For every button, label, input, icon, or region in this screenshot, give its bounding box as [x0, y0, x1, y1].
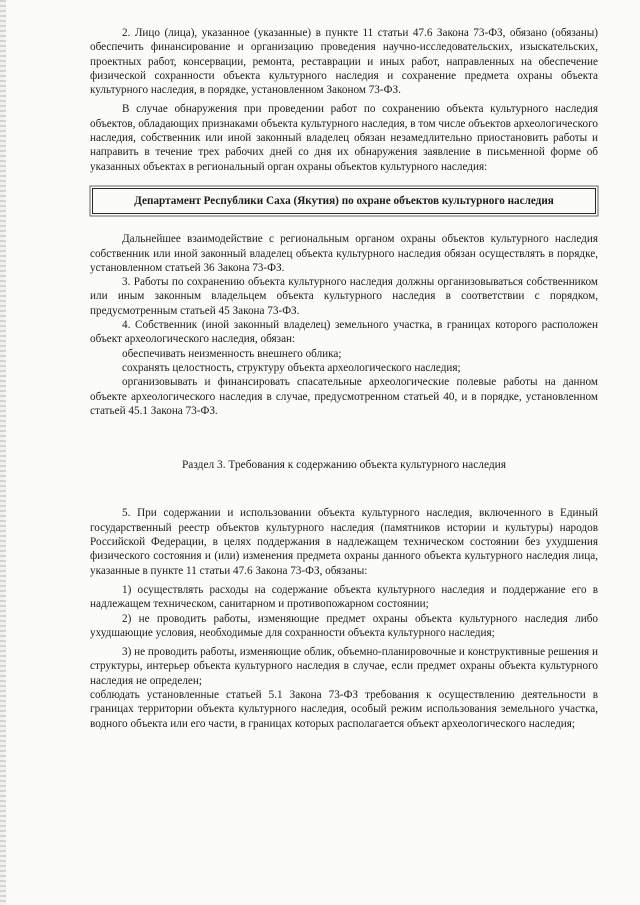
paragraph-item-3: 3. Работы по сохранению объекта культурного наследия должны организовываться собственником или иным законным владельцем объекта культурного наследия в соответствии с порядком, предусмотренным статьей 45 Закона 73-ФЗ. [90, 276, 598, 317]
paragraph-discovery: В случае обнаружения при проведении работ по сохранению объекта культурного наследия объектов, обладающих признаками объекта культурного наследия, в том числе объектов археологического наследия, собственник или иной законный владелец обязан незамедлительно приостановить работы и направить в течение трех рабочих дней со дня их обнаружения заявление в письменной форме об указанных объектах в региональный орган охраны объектов культурного наследия: [90, 103, 598, 173]
scan-edge [0, 0, 6, 905]
paragraph-item-4: 4. Собственник (иной законный владелец) земельного участка, в границах которого расположен объект археологического наследия, обязан: [90, 319, 598, 346]
document-page [90, 26, 598, 731]
list-item: 2) не проводить работы, изменяющие предмет охраны объекта культурного наследия либо ухудшающие условия, необходимые для сохранности объекта культурного наследия; [90, 612, 598, 639]
list-item: сохранять целостность, структуру объекта археологического наследия; [122, 361, 461, 374]
list-item: соблюдать установленные статьей 5.1 Закона 73-ФЗ требования к осуществлению деятельности в границах территории объекта культурного наследия, особый режим использования земельного участка, водного объекта или его части, в границах которых располагается объект археологического наследия; [90, 688, 598, 730]
paragraph-item-2: 2. Лицо (лица), указанное (указанные) в пункте 11 статьи 47.6 Закона 73-ФЗ, обязано (обязаны) обеспечить финансирование и организацию проведения научно-исследовательских, изыскательских, проектных работ, консервации, ремонта, реставрации и иных работ, направленных на обеспечение физической сохранности объекта культурного наследия и сохранение предмета охраны объекта культурного наследия, в порядке, установленном Законом 73-ФЗ. [90, 27, 598, 97]
list-item: обеспечивать неизменность внешнего облика; [122, 347, 342, 360]
department-box: Департамент Республики Саха (Якутия) по охране объектов культурного наследия [92, 188, 596, 214]
paragraph-interaction: Дальнейшее взаимодействие с региональным органом охраны объектов культурного наследия собственник или иной законный владелец объекта культурного наследия обязан осуществлять в порядке, установленном статьей 36 Закона 73-ФЗ. [90, 233, 598, 274]
list-item: организовывать и финансировать спасательные археологические полевые работы на данном объекте археологического наследия в случае, предусмотренном статьей 40, и в порядке, установленном статьей 45.1 Закона 73-ФЗ. [90, 376, 598, 417]
list-item: 3) не проводить работы, изменяющие облик, объемно-планировочные и конструктивные решения и структуры, интерьер объекта культурного наследия в случае, если предмет охраны объекта культурного наследия не определен; [90, 646, 598, 687]
section-title: Раздел 3. Требования к содержанию объекта культурного наследия [181, 459, 507, 472]
list-item: 1) осуществлять расходы на содержание объекта культурного наследия и поддержание его в надлежащем техническом, санитарном и противопожарном состоянии; [90, 583, 598, 611]
paragraph-item-5: 5. При содержании и использовании объекта культурного наследия, включенного в Единый государственный реестр объектов культурного наследия (памятников истории и культуры) народов Российской Федерации, в целях поддержания в надлежащем техническом состоянии без ухудшения физического состояния и (или) изменения предмета охраны данного объекта культурного наследия лица, указанные в пункте 11 статьи 47.6 Закона 73-ФЗ, обязаны: [90, 507, 598, 577]
